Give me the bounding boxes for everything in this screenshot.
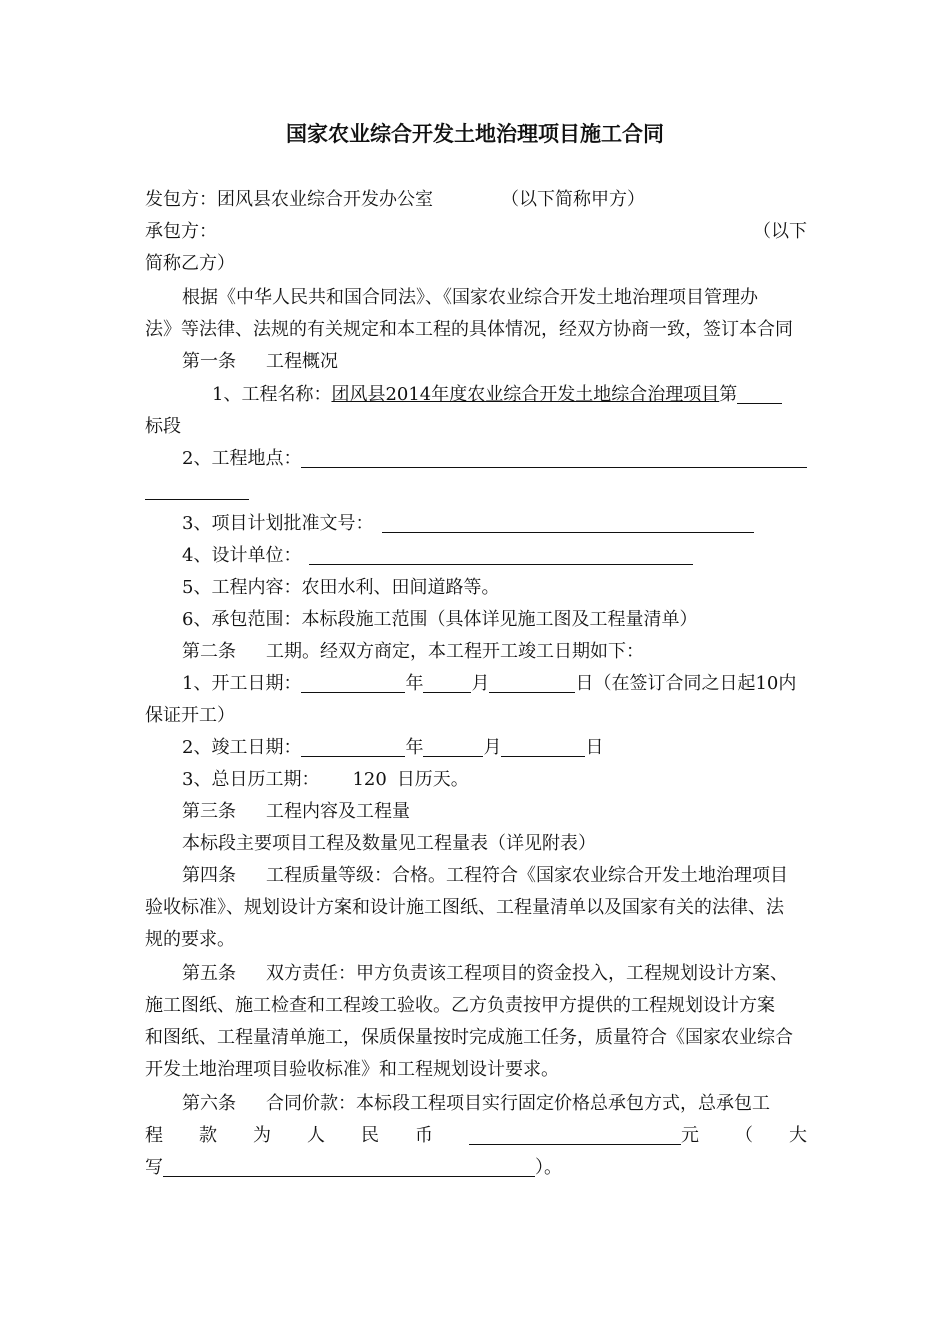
preamble-line-1: 根据《中华人民共和国合同法》、《国家农业综合开发土地治理项目管理办 [182, 287, 758, 308]
price-line [469, 1120, 699, 1152]
article-6-char: 程 [145, 1125, 163, 1146]
article-6-char: 民 [361, 1125, 379, 1146]
party-b-note-start: （以下 [753, 221, 807, 242]
price-in-words-blank[interactable] [163, 1154, 535, 1177]
party-a-name: 团风县农业综合开发办公室 [217, 189, 433, 210]
location-blank[interactable] [301, 445, 807, 468]
designer-line [145, 540, 807, 572]
article-4-line-1 [145, 860, 844, 892]
party-b-note-end: 简称乙方） [145, 253, 235, 274]
preamble-line-2: 法》等法律、法规的有关规定和本工程的具体情况，经双方协商一致，签订本合同 [145, 319, 793, 340]
party-a-line [145, 184, 807, 216]
article-1-number: 第一条 [182, 351, 236, 372]
end-year-label: 年 [405, 737, 424, 758]
start-year-blank[interactable] [301, 670, 405, 693]
article-5-line-3: 和图纸、工程量清单施工，保质保量按时完成施工任务，质量符合《国家农业综合 [145, 1027, 793, 1048]
closing-paren: ）。 [535, 1157, 562, 1178]
location-line-2 [145, 475, 807, 507]
approval-label: 3、项目计划批准文号： [182, 513, 374, 534]
end-date-line [145, 732, 807, 764]
article-3-number: 第三条 [182, 801, 236, 822]
price-blank[interactable] [469, 1122, 681, 1145]
total-duration-line [145, 764, 844, 796]
project-name-label: 1、工程名称： [212, 384, 332, 405]
article-5-line-1 [145, 958, 844, 990]
start-day-blank[interactable] [489, 670, 575, 693]
location-label: 2、工程地点： [182, 448, 302, 469]
project-name-suffix: 第 [719, 384, 738, 405]
article-3-title: 工程内容及工程量 [266, 801, 410, 822]
article-6-line-3 [145, 1152, 807, 1184]
yuan-label: 元 [681, 1125, 699, 1146]
project-name-end: 标段 [145, 416, 181, 437]
party-a-label: 发包方： [145, 189, 217, 210]
xie-char: 写 [145, 1157, 163, 1178]
end-month-blank[interactable] [423, 734, 483, 757]
document-title: 国家农业综合开发土地治理项目施工合同 [286, 121, 664, 146]
section-number-blank[interactable] [737, 381, 782, 404]
start-date-line [145, 668, 807, 700]
start-year-label: 年 [405, 673, 424, 694]
end-day-label: 日 [585, 737, 604, 758]
article-3-heading [145, 796, 844, 828]
location-blank-2[interactable] [145, 477, 249, 500]
approval-line [145, 508, 807, 540]
location-line [145, 443, 807, 475]
project-name-value: 团风县2014年度农业综合开发土地综合治理项目 [331, 384, 720, 405]
designer-blank[interactable] [309, 542, 693, 565]
article-3-text: 本标段主要项目工程及数量见工程量表（详见附表） [182, 833, 596, 854]
start-date-note: （在签订合同之日起10内 [593, 673, 797, 694]
total-duration-value: 120 [352, 769, 387, 790]
start-month-blank[interactable] [423, 670, 471, 693]
article-6-char: 币 [415, 1125, 433, 1146]
start-month-label: 月 [471, 673, 490, 694]
article-6-char: 为 [253, 1125, 271, 1146]
start-date-note-2: 保证开工） [145, 705, 235, 726]
article-2-text: 工期。经双方商定，本工程开工竣工日期如下： [266, 641, 644, 662]
article-6-text-1: 合同价款：本标段工程项目实行固定价格总承包方式，总承包工 [266, 1093, 770, 1114]
article-2-heading [145, 636, 844, 668]
party-a-note: （以下简称甲方） [501, 189, 645, 210]
party-b-label: 承包方： [145, 221, 217, 242]
article-4-line-2: 验收标准》、规划设计方案和设计施工图纸、工程量清单以及国家有关的法律、法 [145, 897, 784, 918]
total-duration-label: 3、总日历工期： [182, 769, 320, 790]
article-2-number: 第二条 [182, 641, 236, 662]
article-5-text-1: 双方责任：甲方负责该工程项目的资金投入，工程规划设计方案、 [266, 963, 788, 984]
article-4-text-1: 工程质量等级：合格。工程符合《国家农业综合开发土地治理项目 [266, 865, 788, 886]
article-5-line-2: 施工图纸、施工检查和工程竣工验收。乙方负责按甲方提供的工程规划设计方案 [145, 995, 775, 1016]
start-date-label: 1、开工日期： [182, 673, 302, 694]
project-name-line [145, 379, 807, 411]
article-5-number: 第五条 [182, 963, 236, 984]
article-6-char: 人 [307, 1125, 325, 1146]
end-date-label: 2、竣工日期： [182, 737, 302, 758]
article-4-number: 第四条 [182, 865, 236, 886]
article-5-line-4: 开发土地治理项目验收标准》和工程规划设计要求。 [145, 1059, 559, 1080]
article-6-line-2 [145, 1120, 807, 1152]
article-1-title: 工程概况 [266, 351, 338, 372]
party-b-line [145, 216, 807, 248]
article-1-heading [145, 346, 844, 378]
article-6-line-1 [145, 1088, 844, 1120]
end-year-blank[interactable] [301, 734, 405, 757]
total-duration-unit: 日历天。 [396, 769, 469, 790]
work-content: 5、工程内容：农田水利、田间道路等。 [182, 577, 500, 598]
approval-blank[interactable] [382, 510, 754, 533]
da-char: 大 [789, 1125, 807, 1146]
designer-label: 4、设计单位： [182, 545, 302, 566]
open-paren: （ [735, 1125, 753, 1146]
start-day-label: 日 [575, 673, 594, 694]
article-6-number: 第六条 [182, 1093, 236, 1114]
article-4-line-3: 规的要求。 [145, 929, 235, 950]
contract-scope: 6、承包范围：本标段施工范围（具体详见施工图及工程量清单） [182, 609, 698, 630]
article-6-char: 款 [199, 1125, 217, 1146]
end-day-blank[interactable] [501, 734, 585, 757]
end-month-label: 月 [483, 737, 502, 758]
